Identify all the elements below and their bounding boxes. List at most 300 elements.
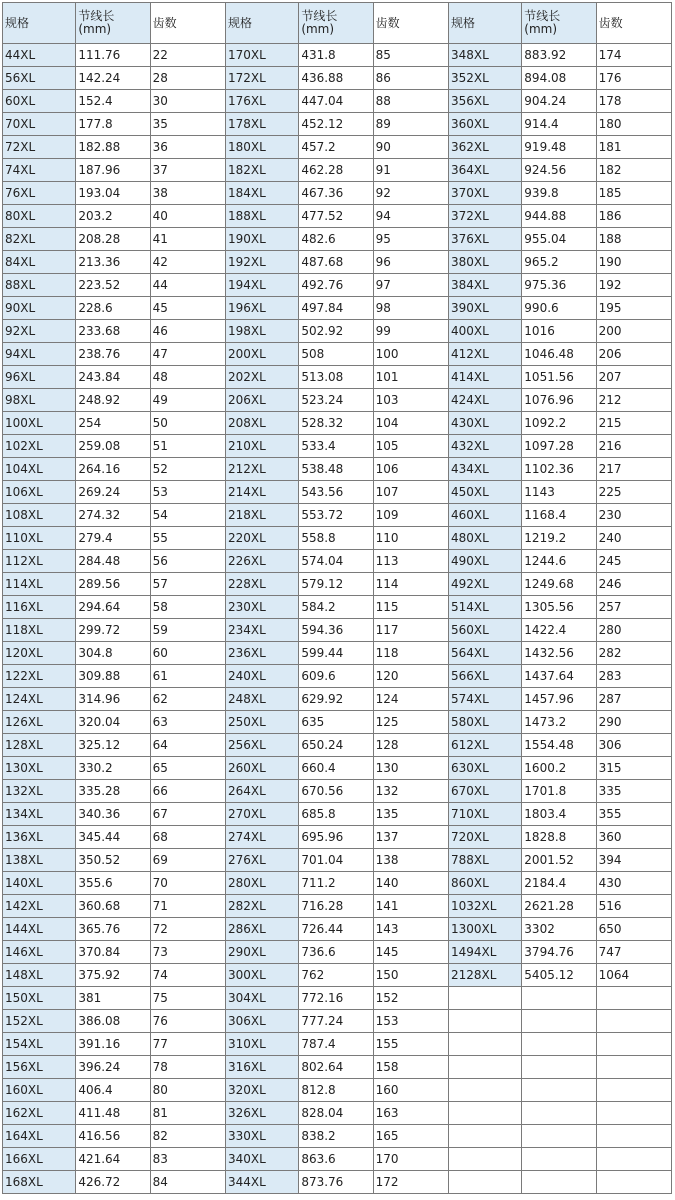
pitch-length-cell: 685.8 [299, 803, 373, 826]
table-row [3, 1102, 672, 1125]
spec-cell: 128XL [3, 734, 76, 757]
spec-cell: 670XL [448, 780, 521, 803]
table-row [3, 964, 672, 987]
pitch-length-cell: 1473.2 [522, 711, 596, 734]
spec-cell: 212XL [225, 458, 298, 481]
teeth-cell: 52 [150, 458, 225, 481]
teeth-cell: 104 [373, 412, 448, 435]
pitch-length-cell: 177.8 [76, 113, 150, 136]
teeth-cell: 72 [150, 918, 225, 941]
table-row [3, 1171, 672, 1194]
pitch-length-cell: 975.36 [522, 274, 596, 297]
teeth-cell: 246 [596, 573, 671, 596]
teeth-cell: 172 [373, 1171, 448, 1194]
pitch-length-cell: 391.16 [76, 1033, 150, 1056]
pitch-length-cell: 487.68 [299, 251, 373, 274]
table-row [3, 711, 672, 734]
table-row [3, 343, 672, 366]
spec-cell: 102XL [3, 435, 76, 458]
pitch-length-cell: 248.92 [76, 389, 150, 412]
teeth-cell: 41 [150, 228, 225, 251]
spec-cell: 400XL [448, 320, 521, 343]
teeth-cell: 100 [373, 343, 448, 366]
teeth-cell: 46 [150, 320, 225, 343]
teeth-cell: 47 [150, 343, 225, 366]
spec-cell: 72XL [3, 136, 76, 159]
spec-cell: 132XL [3, 780, 76, 803]
teeth-cell: 60 [150, 642, 225, 665]
teeth-cell: 650 [596, 918, 671, 941]
teeth-cell: 355 [596, 803, 671, 826]
spec-cell: 2128XL [448, 964, 521, 987]
spec-cell: 94XL [3, 343, 76, 366]
pitch-length-cell: 701.04 [299, 849, 373, 872]
pitch-length-cell: 335.28 [76, 780, 150, 803]
pitch-length-cell: 375.92 [76, 964, 150, 987]
empty-cell [522, 1148, 596, 1171]
teeth-cell: 360 [596, 826, 671, 849]
empty-cell [596, 1148, 671, 1171]
teeth-cell: 69 [150, 849, 225, 872]
pitch-length-cell: 883.92 [522, 44, 596, 67]
teeth-cell: 160 [373, 1079, 448, 1102]
pitch-length-cell: 965.2 [522, 251, 596, 274]
spec-cell: 160XL [3, 1079, 76, 1102]
pitch-length-cell: 492.76 [299, 274, 373, 297]
spec-cell: 344XL [225, 1171, 298, 1194]
spec-cell: 184XL [225, 182, 298, 205]
pitch-length-cell: 360.68 [76, 895, 150, 918]
table-row [3, 412, 672, 435]
spec-cell: 218XL [225, 504, 298, 527]
spec-cell: 180XL [225, 136, 298, 159]
empty-cell [522, 1033, 596, 1056]
table-row [3, 573, 672, 596]
pitch-length-cell: 1046.48 [522, 343, 596, 366]
teeth-cell: 77 [150, 1033, 225, 1056]
spec-cell: 356XL [448, 90, 521, 113]
teeth-cell: 36 [150, 136, 225, 159]
spec-cell: 274XL [225, 826, 298, 849]
header-teeth: 齿数 [150, 3, 225, 44]
pitch-length-cell: 142.24 [76, 67, 150, 90]
pitch-length-cell: 1097.28 [522, 435, 596, 458]
teeth-cell: 114 [373, 573, 448, 596]
teeth-cell: 94 [373, 205, 448, 228]
spec-cell: 514XL [448, 596, 521, 619]
pitch-length-cell: 497.84 [299, 297, 373, 320]
pitch-length-cell: 243.84 [76, 366, 150, 389]
teeth-cell: 182 [596, 159, 671, 182]
spec-cell: 140XL [3, 872, 76, 895]
teeth-cell: 394 [596, 849, 671, 872]
pitch-length-cell: 320.04 [76, 711, 150, 734]
empty-cell [596, 1033, 671, 1056]
table-row [3, 941, 672, 964]
pitch-length-cell: 3302 [522, 918, 596, 941]
teeth-cell: 192 [596, 274, 671, 297]
teeth-cell: 35 [150, 113, 225, 136]
pitch-length-cell: 772.16 [299, 987, 373, 1010]
spec-cell: 304XL [225, 987, 298, 1010]
spec-cell: 1032XL [448, 895, 521, 918]
pitch-length-cell: 1092.2 [522, 412, 596, 435]
pitch-length-cell: 421.64 [76, 1148, 150, 1171]
spec-cell: 190XL [225, 228, 298, 251]
spec-cell: 156XL [3, 1056, 76, 1079]
teeth-cell: 84 [150, 1171, 225, 1194]
teeth-cell: 55 [150, 527, 225, 550]
pitch-length-cell: 426.72 [76, 1171, 150, 1194]
empty-cell [448, 1171, 521, 1194]
spec-cell: 414XL [448, 366, 521, 389]
spec-cell: 130XL [3, 757, 76, 780]
pitch-length-cell: 431.8 [299, 44, 373, 67]
header-pitch-length: 节线长 (mm) [299, 3, 373, 44]
pitch-length-cell: 670.56 [299, 780, 373, 803]
pitch-length-cell: 340.36 [76, 803, 150, 826]
spec-cell: 720XL [448, 826, 521, 849]
empty-cell [448, 1010, 521, 1033]
teeth-cell: 118 [373, 642, 448, 665]
spec-cell: 110XL [3, 527, 76, 550]
table-row [3, 1010, 672, 1033]
spec-cell: 380XL [448, 251, 521, 274]
spec-cell: 152XL [3, 1010, 76, 1033]
spec-cell: 290XL [225, 941, 298, 964]
table-row [3, 757, 672, 780]
empty-cell [448, 1056, 521, 1079]
pitch-length-cell: 533.4 [299, 435, 373, 458]
teeth-cell: 190 [596, 251, 671, 274]
teeth-cell: 53 [150, 481, 225, 504]
table-row [3, 872, 672, 895]
spec-cell: 70XL [3, 113, 76, 136]
pitch-length-cell: 350.52 [76, 849, 150, 872]
teeth-cell: 158 [373, 1056, 448, 1079]
table-row [3, 228, 672, 251]
teeth-cell: 124 [373, 688, 448, 711]
spec-cell: 280XL [225, 872, 298, 895]
pitch-length-cell: 1143 [522, 481, 596, 504]
empty-cell [596, 1125, 671, 1148]
teeth-cell: 120 [373, 665, 448, 688]
pitch-length-cell: 304.8 [76, 642, 150, 665]
spec-cell: 142XL [3, 895, 76, 918]
pitch-length-cell: 1168.4 [522, 504, 596, 527]
spec-cell: 264XL [225, 780, 298, 803]
teeth-cell: 38 [150, 182, 225, 205]
pitch-length-cell: 467.36 [299, 182, 373, 205]
pitch-length-cell: 370.84 [76, 941, 150, 964]
spec-cell: 260XL [225, 757, 298, 780]
spec-cell: 340XL [225, 1148, 298, 1171]
pitch-length-cell: 599.44 [299, 642, 373, 665]
pitch-length-cell: 660.4 [299, 757, 373, 780]
pitch-length-cell: 345.44 [76, 826, 150, 849]
spec-cell: 92XL [3, 320, 76, 343]
teeth-cell: 195 [596, 297, 671, 320]
teeth-cell: 97 [373, 274, 448, 297]
spec-cell: 1494XL [448, 941, 521, 964]
teeth-cell: 217 [596, 458, 671, 481]
table-row [3, 274, 672, 297]
teeth-cell: 110 [373, 527, 448, 550]
empty-cell [596, 1056, 671, 1079]
table-row [3, 1033, 672, 1056]
spec-cell: 168XL [3, 1171, 76, 1194]
spec-cell: 220XL [225, 527, 298, 550]
spec-cell: 196XL [225, 297, 298, 320]
spec-cell: 164XL [3, 1125, 76, 1148]
pitch-length-cell: 1437.64 [522, 665, 596, 688]
teeth-cell: 75 [150, 987, 225, 1010]
pitch-length-cell: 294.64 [76, 596, 150, 619]
spec-cell: 182XL [225, 159, 298, 182]
pitch-length-cell: 233.68 [76, 320, 150, 343]
spec-cell: 198XL [225, 320, 298, 343]
spec-cell: 210XL [225, 435, 298, 458]
teeth-cell: 96 [373, 251, 448, 274]
teeth-cell: 186 [596, 205, 671, 228]
pitch-length-cell: 325.12 [76, 734, 150, 757]
teeth-cell: 188 [596, 228, 671, 251]
spec-cell: 560XL [448, 619, 521, 642]
pitch-length-cell: 726.44 [299, 918, 373, 941]
table-row [3, 642, 672, 665]
pitch-length-cell: 193.04 [76, 182, 150, 205]
pitch-length-cell: 894.08 [522, 67, 596, 90]
pitch-length-cell: 558.8 [299, 527, 373, 550]
spec-cell: 108XL [3, 504, 76, 527]
spec-cell: 98XL [3, 389, 76, 412]
pitch-length-cell: 477.52 [299, 205, 373, 228]
teeth-cell: 42 [150, 251, 225, 274]
spec-cell: 192XL [225, 251, 298, 274]
pitch-length-cell: 381 [76, 987, 150, 1010]
empty-cell [448, 987, 521, 1010]
spec-cell: 710XL [448, 803, 521, 826]
pitch-length-cell: 1016 [522, 320, 596, 343]
teeth-cell: 140 [373, 872, 448, 895]
teeth-cell: 63 [150, 711, 225, 734]
spec-cell: 434XL [448, 458, 521, 481]
table-row [3, 182, 672, 205]
empty-cell [522, 1125, 596, 1148]
pitch-length-cell: 314.96 [76, 688, 150, 711]
teeth-cell: 130 [373, 757, 448, 780]
table-row [3, 481, 672, 504]
spec-cell: 116XL [3, 596, 76, 619]
spec-cell: 60XL [3, 90, 76, 113]
spec-cell: 362XL [448, 136, 521, 159]
teeth-cell: 138 [373, 849, 448, 872]
spec-cell: 580XL [448, 711, 521, 734]
pitch-length-cell: 365.76 [76, 918, 150, 941]
pitch-length-cell: 716.28 [299, 895, 373, 918]
pitch-length-cell: 1249.68 [522, 573, 596, 596]
spec-cell: 202XL [225, 366, 298, 389]
teeth-cell: 89 [373, 113, 448, 136]
spec-cell: 200XL [225, 343, 298, 366]
pitch-length-cell: 386.08 [76, 1010, 150, 1033]
spec-cell: 492XL [448, 573, 521, 596]
spec-cell: 194XL [225, 274, 298, 297]
pitch-length-cell: 2001.52 [522, 849, 596, 872]
spec-cell: 384XL [448, 274, 521, 297]
table-row [3, 136, 672, 159]
teeth-cell: 145 [373, 941, 448, 964]
pitch-length-cell: 3794.76 [522, 941, 596, 964]
teeth-cell: 315 [596, 757, 671, 780]
pitch-length-cell: 2621.28 [522, 895, 596, 918]
spec-cell: 148XL [3, 964, 76, 987]
spec-cell: 74XL [3, 159, 76, 182]
table-row [3, 1056, 672, 1079]
teeth-cell: 516 [596, 895, 671, 918]
teeth-cell: 230 [596, 504, 671, 527]
spec-cell: 430XL [448, 412, 521, 435]
pitch-length-cell: 1432.56 [522, 642, 596, 665]
pitch-length-cell: 411.48 [76, 1102, 150, 1125]
teeth-cell: 37 [150, 159, 225, 182]
spec-cell: 100XL [3, 412, 76, 435]
teeth-cell: 62 [150, 688, 225, 711]
pitch-length-cell: 955.04 [522, 228, 596, 251]
spec-cell: 56XL [3, 67, 76, 90]
spec-cell: 450XL [448, 481, 521, 504]
empty-cell [596, 1102, 671, 1125]
teeth-cell: 65 [150, 757, 225, 780]
pitch-length-cell: 309.88 [76, 665, 150, 688]
teeth-cell: 141 [373, 895, 448, 918]
table-row [3, 688, 672, 711]
pitch-length-cell: 553.72 [299, 504, 373, 527]
spec-cell: 788XL [448, 849, 521, 872]
table-row [3, 44, 672, 67]
spec-cell: 84XL [3, 251, 76, 274]
spec-cell: 126XL [3, 711, 76, 734]
pitch-length-cell: 828.04 [299, 1102, 373, 1125]
spec-cell: 424XL [448, 389, 521, 412]
teeth-cell: 99 [373, 320, 448, 343]
spec-cell: 480XL [448, 527, 521, 550]
teeth-cell: 59 [150, 619, 225, 642]
teeth-cell: 180 [596, 113, 671, 136]
teeth-cell: 70 [150, 872, 225, 895]
pitch-length-cell: 457.2 [299, 136, 373, 159]
empty-cell [522, 1010, 596, 1033]
teeth-cell: 90 [373, 136, 448, 159]
spec-cell: 176XL [225, 90, 298, 113]
pitch-length-cell: 1219.2 [522, 527, 596, 550]
teeth-cell: 306 [596, 734, 671, 757]
table-row [3, 1079, 672, 1102]
pitch-length-cell: 736.6 [299, 941, 373, 964]
pitch-length-cell: 289.56 [76, 573, 150, 596]
empty-cell [448, 1148, 521, 1171]
pitch-length-cell: 254 [76, 412, 150, 435]
teeth-cell: 152 [373, 987, 448, 1010]
teeth-cell: 150 [373, 964, 448, 987]
table-row [3, 90, 672, 113]
spec-cell: 270XL [225, 803, 298, 826]
pitch-length-cell: 650.24 [299, 734, 373, 757]
spec-cell: 612XL [448, 734, 521, 757]
spec-cell: 566XL [448, 665, 521, 688]
pitch-length-cell: 5405.12 [522, 964, 596, 987]
teeth-cell: 74 [150, 964, 225, 987]
empty-cell [522, 1056, 596, 1079]
spec-cell: 214XL [225, 481, 298, 504]
empty-cell [448, 1079, 521, 1102]
spec-cell: 88XL [3, 274, 76, 297]
pitch-length-cell: 279.4 [76, 527, 150, 550]
table-row [3, 918, 672, 941]
teeth-cell: 206 [596, 343, 671, 366]
spec-cell: 226XL [225, 550, 298, 573]
pitch-length-cell: 594.36 [299, 619, 373, 642]
pitch-length-cell: 259.08 [76, 435, 150, 458]
teeth-cell: 80 [150, 1079, 225, 1102]
pitch-length-cell: 482.6 [299, 228, 373, 251]
teeth-cell: 50 [150, 412, 225, 435]
teeth-cell: 135 [373, 803, 448, 826]
pitch-length-cell: 1600.2 [522, 757, 596, 780]
pitch-length-cell: 223.52 [76, 274, 150, 297]
spec-cell: 326XL [225, 1102, 298, 1125]
teeth-cell: 170 [373, 1148, 448, 1171]
spec-cell: 90XL [3, 297, 76, 320]
teeth-cell: 165 [373, 1125, 448, 1148]
teeth-cell: 86 [373, 67, 448, 90]
spec-cell: 412XL [448, 343, 521, 366]
spec-cell: 348XL [448, 44, 521, 67]
spec-cell: 154XL [3, 1033, 76, 1056]
table-row [3, 435, 672, 458]
teeth-cell: 155 [373, 1033, 448, 1056]
teeth-cell: 105 [373, 435, 448, 458]
pitch-length-cell: 1828.8 [522, 826, 596, 849]
spec-cell: 256XL [225, 734, 298, 757]
spec-cell: 172XL [225, 67, 298, 90]
teeth-cell: 67 [150, 803, 225, 826]
empty-cell [448, 1102, 521, 1125]
pitch-length-cell: 182.88 [76, 136, 150, 159]
table-row [3, 113, 672, 136]
spec-cell: 166XL [3, 1148, 76, 1171]
empty-cell [522, 1079, 596, 1102]
pitch-length-cell: 111.76 [76, 44, 150, 67]
teeth-cell: 91 [373, 159, 448, 182]
teeth-cell: 117 [373, 619, 448, 642]
teeth-cell: 115 [373, 596, 448, 619]
pitch-length-cell: 274.32 [76, 504, 150, 527]
spec-cell: 234XL [225, 619, 298, 642]
spec-cell: 82XL [3, 228, 76, 251]
spec-cell: 306XL [225, 1010, 298, 1033]
table-row [3, 159, 672, 182]
teeth-cell: 178 [596, 90, 671, 113]
teeth-cell: 64 [150, 734, 225, 757]
header-teeth: 齿数 [373, 3, 448, 44]
pitch-length-cell: 406.4 [76, 1079, 150, 1102]
teeth-cell: 212 [596, 389, 671, 412]
spec-cell: 150XL [3, 987, 76, 1010]
spec-cell: 76XL [3, 182, 76, 205]
pitch-length-cell: 711.2 [299, 872, 373, 895]
teeth-cell: 747 [596, 941, 671, 964]
